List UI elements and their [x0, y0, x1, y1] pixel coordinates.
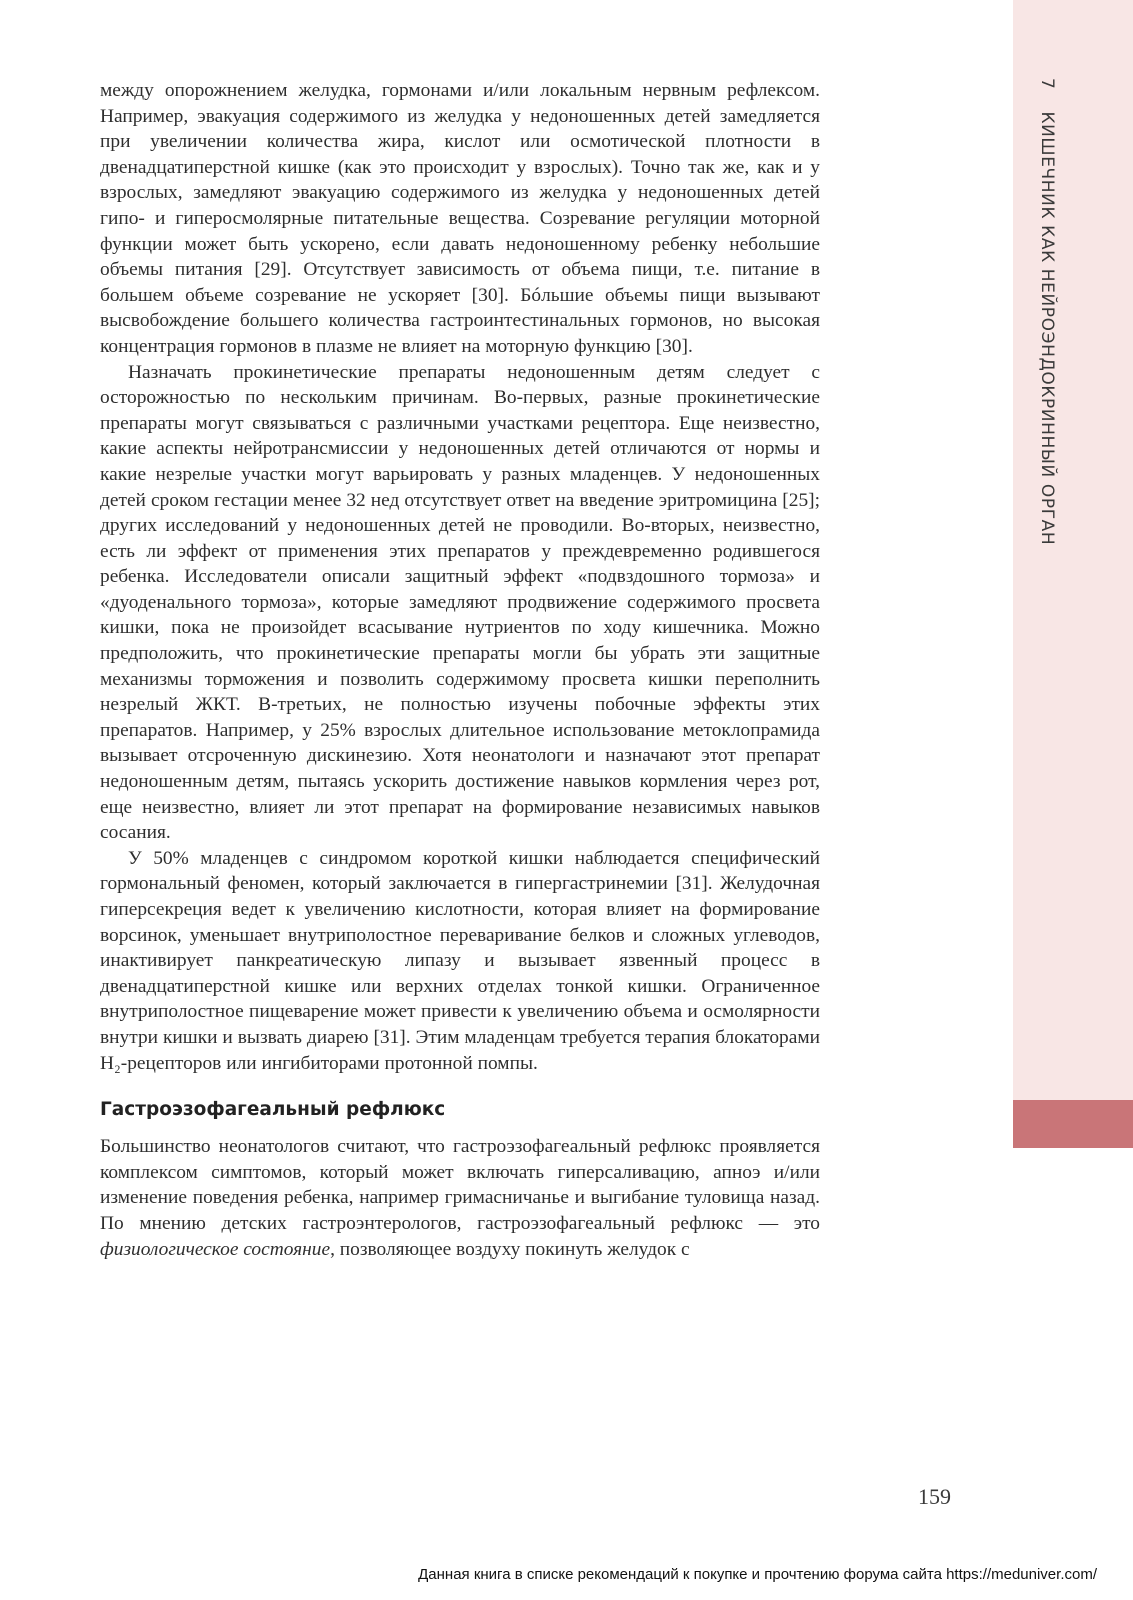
paragraph-1: между опорожнением желудка, гормонами и/или локальным нервным рефлексом. Например, эвакуация содержимого из желудка у недоношенных детей замедляется при увеличении количества жира, кислот или осмотической плотности в двенадцатиперстной кишке (как это происходит у взрослых). Точно так же, как и у взрослых, замедляют эвакуацию содержимого из желудка у недоношенных детей гипо- и гиперосмолярные питательные вещества. Созревание регуляции моторной функции может быть ускорено, если давать недоношенному ребенку небольшие объемы питания [29]. Отсутствует зависимость от объема пищи, т.е. питание в большем объеме созревание не ускоряет [30]. Бóльшие объемы пищи вызывают высвобождение большего количества гастроинтестинальных гормонов, но высокая концентрация гормонов в плазме не влияет на моторную функцию [30].: [100, 80, 820, 357]
paragraph-3: У 50% младенцев с синдромом короткой кишки наблюдается специфический гормональный феномен, который заключается в гипергастринемии [31]. Желудочная гиперсекреция ведет к увеличению кислотности, которая влияет на формирование ворсинок, уменьшает внутриполостное переваривание белков и сложных углеводов, инактивирует панкреатическую липазу и вызывает язвенный процесс в двенадцатиперстной кишке или верхних отделах тонкой кишки. Ограниченное внутриполостное пищеварение может привести к увеличению объема и осмолярности внутри кишки и вызвать диарею [31]. Этим младенцам требуется терапия блокаторами H₂-рецепторов или ингибиторами протонной помпы.: [100, 847, 820, 1074]
section-paragraph: [100, 1134, 820, 1262]
chapter-sidebar-accent: [1013, 1100, 1133, 1148]
section-italic-term: физиологическое состояние: [100, 1238, 331, 1260]
footer-note: Данная книга в списке рекомендаций к покупке и прочтению форума сайта https://meduniver.com/: [418, 1566, 1097, 1583]
paragraph-2: Назначать прокинетические препараты недоношенным детям следует с осторожностью по нескольким причинам. Во-первых, разные прокинетические препараты могут связываться с различными участками рецептора. Еще неизвестно, какие аспекты нейротрансмиссии у недоношенных детей отличаются от нормы и какие незрелые участки могут варьировать у разных младенцев. У недоношенных детей сроком гестации менее 32 нед отсутствует ответ на введение эритромицина [25]; других исследований у недоношенных детей не проводили. Во-вторых, неизвестно, есть ли эффект от применения этих препаратов у преждевременно родившегося ребенка. Исследователи описали защитный эффект «подвздошного тормоза» и «дуоденального тормоза», которые замедляют продвижение содержимого просвета кишки, пока не произойдет всасывание нутриентов по ходу кишечника. Можно предположить, что прокинетические препараты могли бы убрать эти защитные механизмы торможения и позволить содержимому просвета кишки переполнить незрелый ЖКТ. В-третьих, не полностью изучены побочные эффекты этих препаратов. Например, у 25% взрослых длительное использование метоклопрамида вызывает отсроченную дискинезию. Хотя неонатологи и назначают этот препарат недоношенным детям, пытаясь ускорить достижение навыков кормления через рот, еще неизвестно, влияет ли этот препарат на формирование независимых навыков сосания.: [100, 361, 820, 844]
chapter-number: 7: [1037, 78, 1057, 90]
chapter-label: [1037, 78, 1057, 545]
section-heading: Гастроэзофагеальный рефлюкс: [100, 1099, 446, 1121]
page-number: 159: [918, 1484, 951, 1509]
section-text-end: , позволяющее воздуху покинуть желудок с: [330, 1238, 690, 1260]
page-body: [100, 78, 820, 1262]
chapter-sidebar: [1013, 0, 1133, 1100]
chapter-title: КИШЕЧНИК КАК НЕЙРОЭНДОКРИННЫЙ ОРГАН: [1037, 111, 1057, 546]
section-text-start: Большинство неонатологов считают, что гастроэзофагеальный рефлюкс проявляется комплексом симптомов, который может включать гиперсаливацию, апноэ и/или изменение поведения ребенка, например гримасничанье и выгибание туловища назад. По мнению детских гастроэнтерологов, гастроэзофагеальный рефлюкс — это: [100, 1136, 820, 1234]
